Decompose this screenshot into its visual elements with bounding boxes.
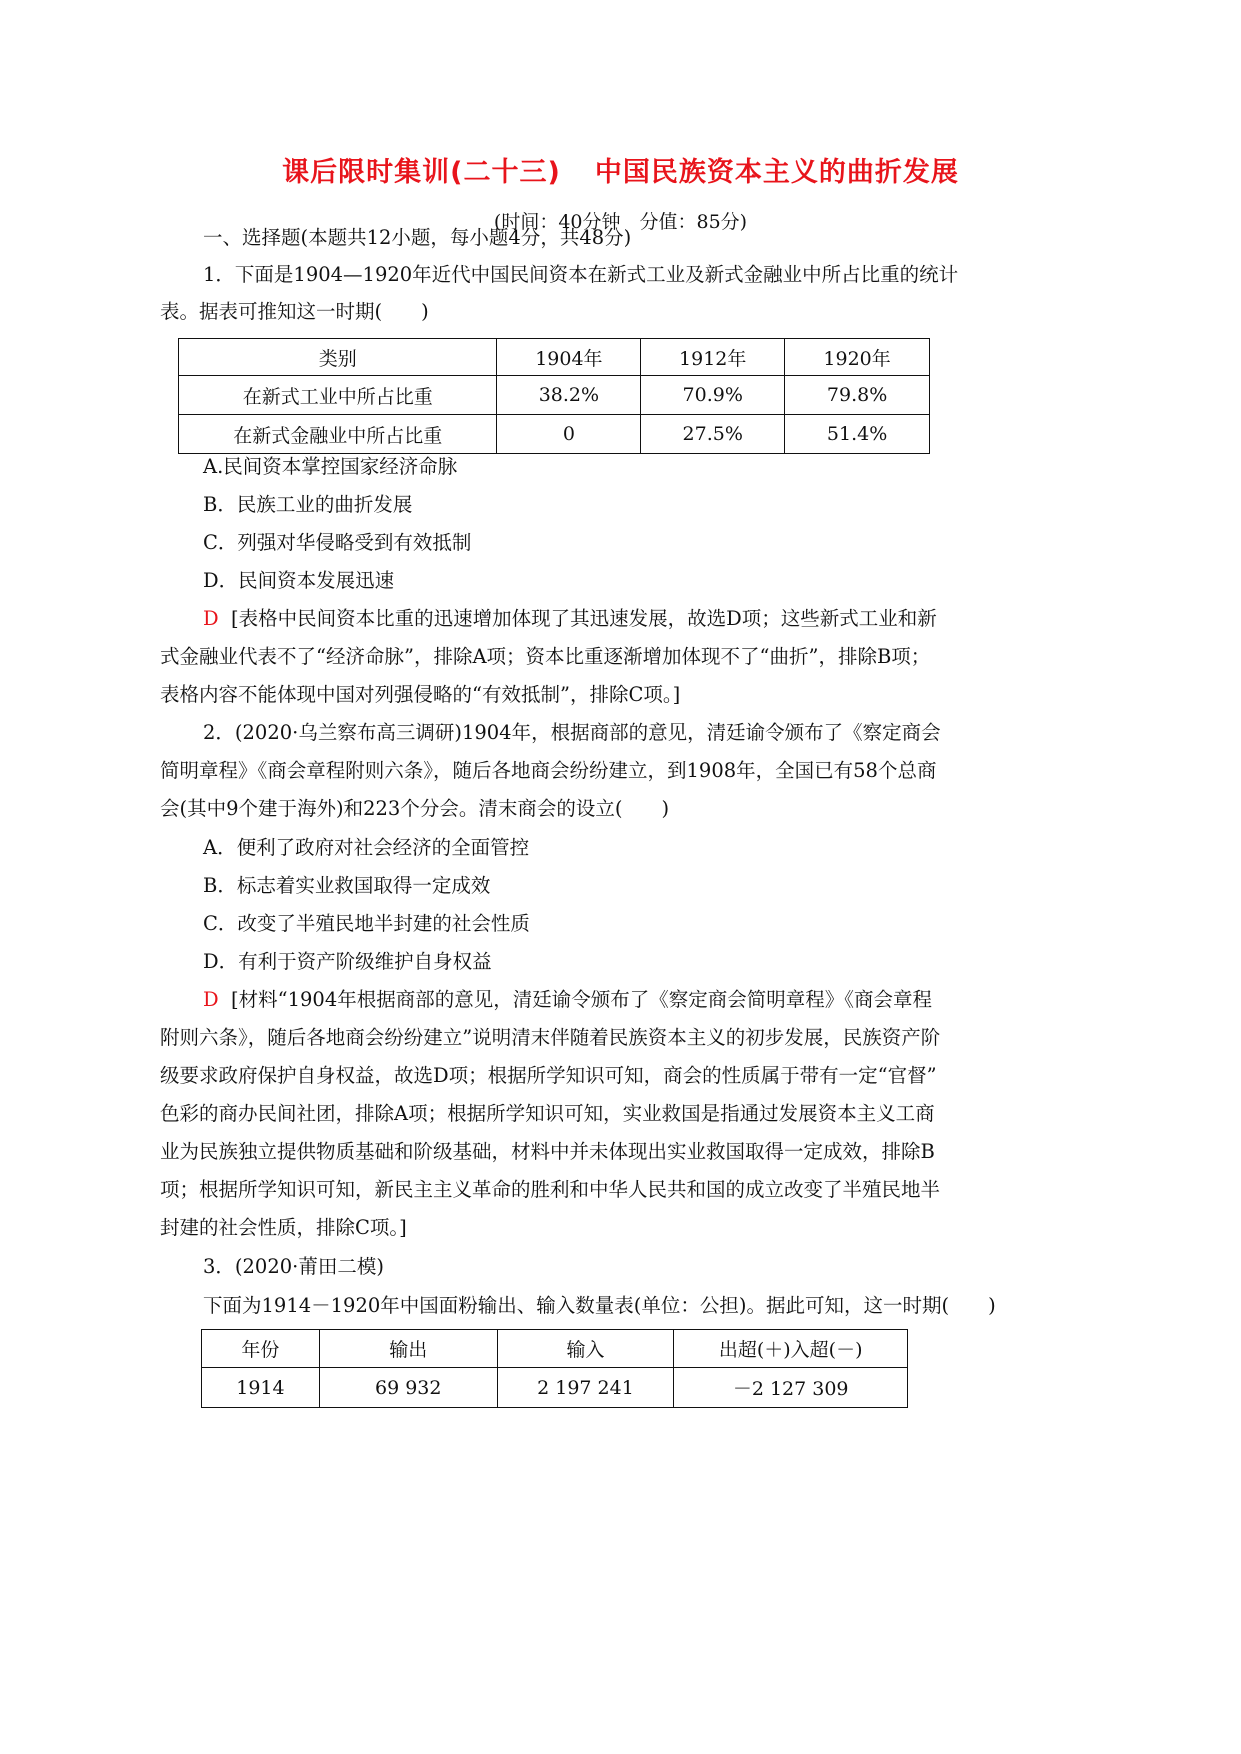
- q3-table-header-cell: 输入: [497, 1330, 674, 1368]
- table-cell: 27.5%: [641, 415, 785, 454]
- q3-stem-line1: 3．(2020·莆田二模): [203, 1255, 384, 1278]
- table-row: [202, 1368, 908, 1408]
- table-cell: 69 932: [319, 1368, 497, 1408]
- q1-answer-letter: D: [203, 607, 219, 630]
- q2-explanation-line4: 色彩的商办民间社团，排除A项；根据所学知识可知，实业救国是指通过发展资本主义工商: [160, 1102, 935, 1125]
- q2-explanation-line5: 业为民族独立提供物质基础和阶级基础，材料中并未体现出实业救国取得一定成效，排除B: [160, 1140, 935, 1163]
- q3-stem-line2: 下面为1914－1920年中国面粉输出、输入数量表(单位：公担)。据此可知，这一时期( ): [203, 1294, 996, 1317]
- table-cell: 38.2%: [497, 376, 641, 415]
- table-cell: 79.8%: [785, 376, 930, 415]
- q2-explanation-line3: 级要求政府保护自身权益，故选D项；根据所学知识可知，商会的性质属于带有一定“官督”: [160, 1064, 937, 1087]
- q1-explanation-text: [表格中民间资本比重的迅速增加体现了其迅速发展，故选D项；这些新式工业和新: [231, 607, 937, 630]
- q1-explanation-line1: [203, 607, 937, 631]
- table-row: [179, 415, 930, 454]
- title-topic: 中国民族资本主义的曲折发展: [594, 157, 959, 188]
- q1-option-a: A.民间资本掌控国家经济命脉: [203, 455, 458, 478]
- q2-explanation-line7: 封建的社会性质，排除C项。]: [160, 1216, 407, 1239]
- q1-table-header-cell: 1920年: [785, 339, 930, 376]
- q3-table-header-cell: 输出: [319, 1330, 497, 1368]
- q1-option-d: D．民间资本发展迅速: [203, 569, 395, 592]
- table-row: [179, 376, 930, 415]
- page-subtitle: (时间：40分钟 分值：85分): [493, 211, 748, 233]
- table-cell: 在新式工业中所占比重: [179, 376, 497, 415]
- table-cell: 在新式金融业中所占比重: [179, 415, 497, 454]
- q1-stem-line2: 表。据表可推知这一时期( ): [160, 300, 429, 323]
- table-cell: 70.9%: [641, 376, 785, 415]
- table-cell: －2 127 309: [674, 1368, 908, 1408]
- q1-table-header-row: [179, 339, 930, 376]
- table-cell: 51.4%: [785, 415, 930, 454]
- q2-stem-line3: 会(其中9个建于海外)和223个分会。清末商会的设立( ): [160, 797, 670, 820]
- q1-table-header-cell: 1912年: [641, 339, 785, 376]
- title-series: 课后限时集训(二十三): [282, 157, 561, 188]
- q1-table-header-cell: 1904年: [497, 339, 641, 376]
- q2-option-c: C．改变了半殖民地半封建的社会性质: [203, 912, 530, 935]
- q2-stem-line1: 2．(2020·乌兰察布高三调研)1904年，根据商部的意见，清廷谕令颁布了《察定商会: [203, 721, 941, 744]
- q1-explanation-line2: 式金融业代表不了“经济命脉”，排除A项；资本比重逐渐增加体现不了“曲折”，排除B项；: [160, 645, 931, 668]
- q1-table: [178, 338, 930, 454]
- table-cell: 1914: [202, 1368, 320, 1408]
- table-cell: 0: [497, 415, 641, 454]
- q2-explanation-line1: [203, 988, 932, 1012]
- q1-explanation-line3: 表格内容不能体现中国对列强侵略的“有效抵制”，排除C项。]: [160, 683, 681, 706]
- q2-explanation-text: [材料“1904年根据商部的意见，清廷谕令颁布了《察定商会简明章程》《商会章程: [231, 988, 932, 1011]
- page-title: [0, 150, 1241, 189]
- q3-table-header-cell: 年份: [202, 1330, 320, 1368]
- table-cell: 2 197 241: [497, 1368, 674, 1408]
- q2-answer-letter: D: [203, 988, 219, 1011]
- q3-table-header-cell: 出超(＋)入超(－): [674, 1330, 908, 1368]
- q1-option-b: B．民族工业的曲折发展: [203, 493, 413, 516]
- q2-option-d: D．有利于资产阶级维护自身权益: [203, 950, 492, 973]
- q2-explanation-line2: 附则六条》，随后各地商会纷纷建立”说明清末伴随着民族资本主义的初步发展，民族资产阶: [160, 1026, 941, 1049]
- q2-option-b: B．标志着实业救国取得一定成效: [203, 874, 491, 897]
- q2-option-a: A．便利了政府对社会经济的全面管控: [203, 836, 530, 859]
- q2-stem-line2: 简明章程》《商会章程附则六条》，随后各地商会纷纷建立，到1908年，全国已有58个总商: [160, 759, 937, 782]
- q2-explanation-line6: 项；根据所学知识可知，新民主主义革命的胜利和中华人民共和国的成立改变了半殖民地半: [160, 1178, 941, 1201]
- q1-stem-line1: 1．下面是1904—1920年近代中国民间资本在新式工业及新式金融业中所占比重的统计: [203, 263, 959, 286]
- section-heading: 一、选择题(本题共12小题，每小题4分，共48分): [203, 226, 632, 249]
- q1-option-c: C．列强对华侵略受到有效抵制: [203, 531, 472, 554]
- q1-table-header-cell: 类别: [179, 339, 497, 376]
- q3-table-header-row: [202, 1330, 908, 1368]
- q3-table: [201, 1329, 908, 1408]
